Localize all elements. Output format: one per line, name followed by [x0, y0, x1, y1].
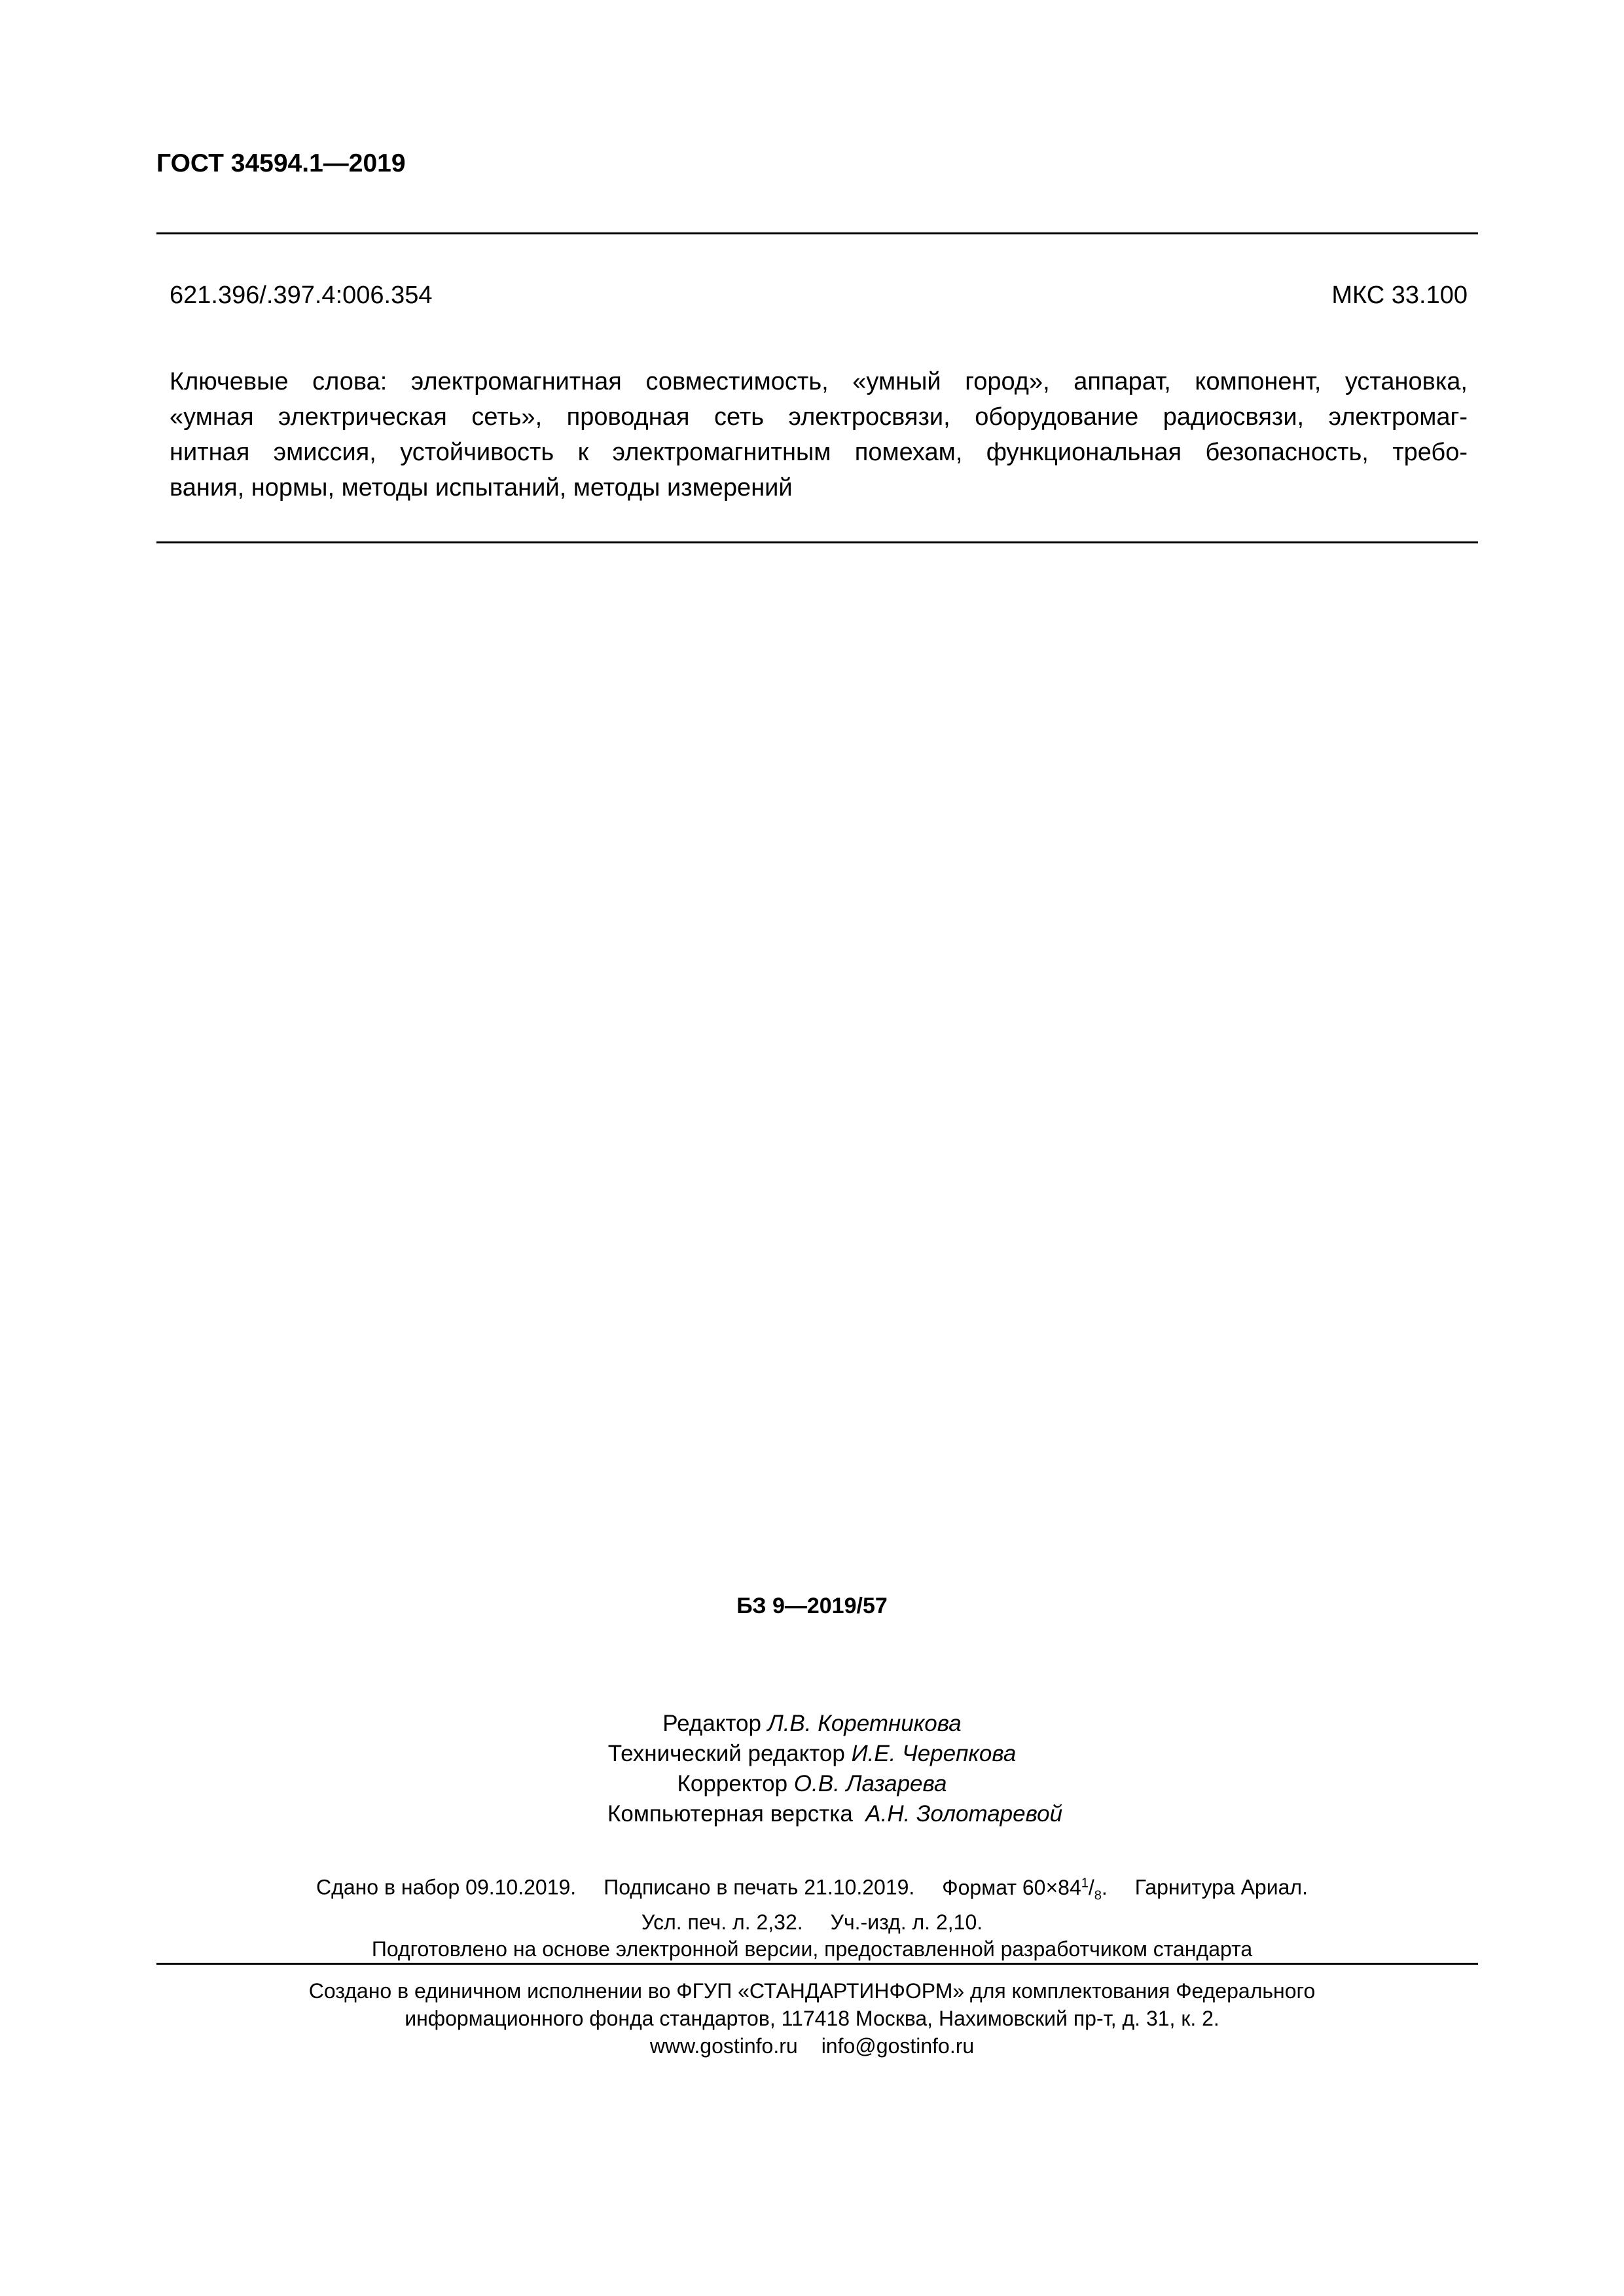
editor-line [0, 1709, 1624, 1739]
editor-role: Редактор [662, 1711, 761, 1736]
divider [156, 232, 1478, 234]
keywords-line: вания, нормы, методы испытаний, методы измерений [170, 474, 793, 501]
editor-role: Компьютерная верстка [607, 1801, 853, 1827]
imprint-line [0, 1909, 1624, 1936]
editor-line [0, 1739, 1624, 1769]
editor-name: И.Е. Черепкова [851, 1741, 1017, 1766]
udc-code: 621.396/.397.4:006.354 [170, 282, 433, 309]
keywords-paragraph [170, 364, 1468, 505]
submitted-date: Сдано в набор 09.10.2019. [316, 1875, 577, 1899]
keywords-line: нитная эмиссия, устойчивость к электромагнитным помехам, функциональная безопасность, требо- [170, 439, 1468, 466]
keywords-line: «умная электрическая сеть», проводная сеть электросвязи, оборудование радиосвязи, электромаг- [170, 403, 1468, 431]
editor-name: Л.В. Коретникова [767, 1711, 962, 1736]
prepared-note: Подготовлено на основе электронной версии, предоставленной разработчиком стандарта [371, 1937, 1253, 1961]
editor-line [0, 1769, 1624, 1799]
imprint-details [0, 1870, 1624, 1963]
signed-date: Подписано в печать 21.10.2019. [604, 1875, 915, 1899]
bz-number: БЗ 9—2019/57 [736, 1594, 888, 1618]
standard-id-header: ГОСТ 34594.1—2019 [156, 149, 406, 177]
keywords-line: Ключевые слова: электромагнитная совместимость, «умный город», аппарат, компонент, установка, [170, 368, 1468, 395]
publisher-info [0, 1977, 1624, 2060]
editors-list [0, 1709, 1624, 1829]
publisher-line: информационного фонда стандартов, 117418 Москва, Нахимовский пр-т, д. 31, к. 2. [405, 2007, 1219, 2030]
editor-name: О.В. Лазарева [793, 1771, 947, 1796]
email-link[interactable]: info@gostinfo.ru [821, 2034, 975, 2058]
editor-role: Технический редактор [607, 1741, 845, 1766]
imprint-line [0, 1870, 1624, 1909]
typeface: Гарнитура Ариал. [1134, 1875, 1308, 1899]
publisher-line: Создано в единичном исполнении во ФГУП «СТАНДАРТИНФОРМ» для комплектования Федерального [308, 1979, 1316, 2003]
print-sheets: Усл. печ. л. 2,32. [641, 1910, 803, 1935]
editor-line [0, 1799, 1624, 1829]
divider [156, 541, 1478, 543]
divider [156, 1963, 1478, 1965]
publisher-contacts [0, 2032, 1624, 2060]
website-link[interactable]: www.gostinfo.ru [649, 2034, 798, 2058]
mks-code: МКС 33.100 [1331, 282, 1468, 309]
publ-sheets: Уч.-изд. л. 2,10. [830, 1910, 983, 1935]
format: Формат $60\times 84^1/_8$. [942, 1875, 1108, 1903]
editor-name: А.Н. Золотаревой [865, 1801, 1063, 1827]
editor-role: Корректор [677, 1771, 788, 1796]
